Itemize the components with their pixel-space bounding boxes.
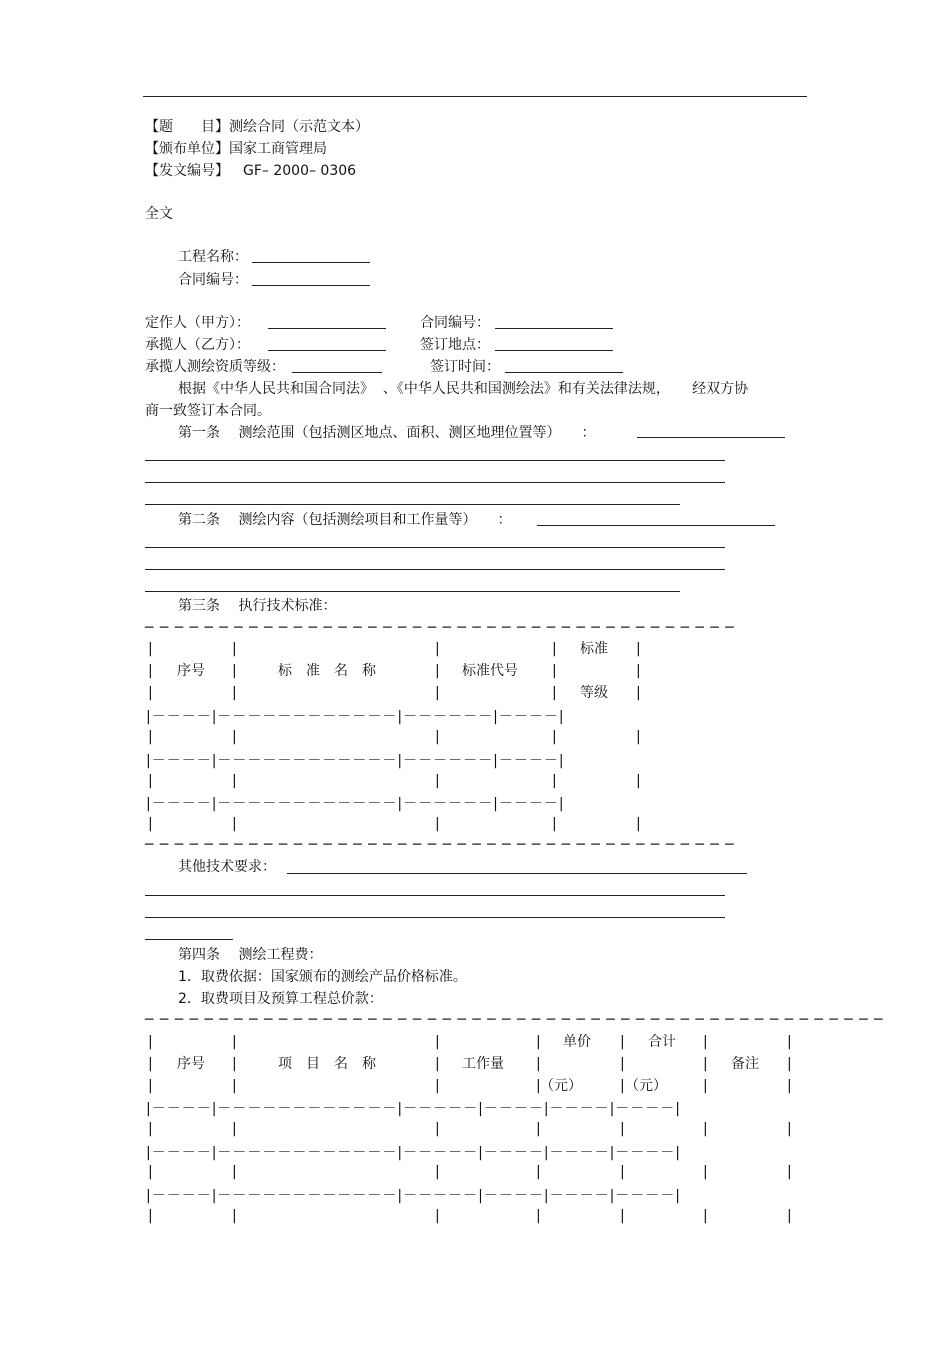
table2-col-note: 备注: [731, 1056, 759, 1072]
preamble-line1: 根据《中华人民共和国合同法》 、《中华人民共和国测绘法》和有关法律法规， 经双方协: [178, 381, 749, 397]
sign-time-label: 签订时间：: [430, 359, 500, 375]
article1-heading: 第一条 测绘范围（包括测区地点、面积、测区地理位置等） ：: [178, 425, 596, 441]
doc-title: 【题 目】测绘合同（示范文本）: [145, 119, 369, 135]
contract-no2-label: 合同编号：: [420, 315, 490, 331]
article1-blank: [637, 437, 785, 438]
party-b-label: 承揽人（乙方）：: [145, 337, 250, 353]
article1-line3: [145, 504, 680, 505]
article1-line2: [145, 482, 725, 483]
table1-col-grade-top: 标准: [580, 641, 608, 657]
article2-heading: 第二条 测绘内容（包括测绘项目和工作量等） ：: [178, 512, 512, 528]
sign-place-blank: [495, 350, 613, 351]
table2-col-name: 项 目 名 称: [278, 1056, 376, 1072]
article2-line3: [145, 591, 680, 592]
table1-col-name: 标 准 名 称: [278, 663, 376, 679]
qualification-label: 承揽人测绘资质等级：: [145, 359, 285, 375]
preamble-line2: 商一致签订本合同。: [145, 403, 271, 419]
doc-number: GF– 2000– 0306: [243, 163, 357, 179]
table2-row-sep: |－－－－|－－－－－－－－－－－－|－－－－－|－－－－|－－－－|－－－－|: [146, 1101, 682, 1117]
contract-no-label: 合同编号：: [178, 272, 248, 288]
table2-row-sep: |－－－－|－－－－－－－－－－－－|－－－－－|－－－－|－－－－|－－－－|: [146, 1145, 682, 1161]
table2-col-qty: 工作量: [462, 1056, 504, 1072]
project-name-blank: [252, 262, 370, 263]
party-a-blank: [268, 328, 386, 329]
fee-basis: 1．取费依据：国家颁布的测绘产品价格标准。: [178, 969, 467, 985]
article1-line1: [145, 460, 725, 461]
party-b-blank: [268, 350, 386, 351]
other-req-line3: [145, 939, 233, 940]
other-req-line2: [145, 917, 725, 918]
other-req-blank: [287, 873, 747, 874]
sign-place-label: 签订地点：: [420, 337, 490, 353]
table2-col-price-bottom: （元）: [540, 1078, 582, 1094]
top-rule: [143, 96, 807, 97]
table1-row-sep: |－－－－|－－－－－－－－－－－－|－－－－－－|－－－－|: [146, 796, 565, 812]
contract-no2-blank: [495, 328, 613, 329]
table2-row-sep: |－－－－|－－－－－－－－－－－－|－－－－－|－－－－|－－－－|－－－－|: [146, 1188, 682, 1204]
article4-heading: 第四条 测绘工程费：: [178, 947, 323, 963]
sign-time-blank: [505, 372, 623, 373]
table1-col-no: 序号: [177, 663, 205, 679]
table2-col-total-bottom: （元）: [625, 1078, 667, 1094]
table1-bottom-border: ─ ─ ─ ─ ─ ─ ─ ─ ─ ─ ─ ─ ─ ─ ─ ─ ─ ─ ─ ─ ─ ─ ─ ─ ─ ─ ─ ─ ─ ─ ─ ─ ─ ─ ─ ─ ─ ─ ─ ─: [145, 837, 735, 853]
fulltext-label: 全文: [145, 206, 173, 222]
doc-number-label: 【发文编号】: [145, 163, 229, 179]
party-a-label: 定作人（甲方）：: [145, 315, 250, 331]
table1-top-border: ─ ─ ─ ─ ─ ─ ─ ─ ─ ─ ─ ─ ─ ─ ─ ─ ─ ─ ─ ─ ─ ─ ─ ─ ─ ─ ─ ─ ─ ─ ─ ─ ─ ─ ─ ─ ─ ─ ─ ─: [145, 620, 735, 636]
table2-col-price-top: 单价: [563, 1034, 591, 1050]
table1-row-sep: |－－－－|－－－－－－－－－－－－|－－－－－－|－－－－|: [146, 753, 565, 769]
table1-col-grade-bottom: 等级: [580, 685, 608, 701]
table1-col-code: 标准代号: [462, 663, 518, 679]
article2-blank: [537, 525, 775, 526]
table2-col-total-top: 合计: [648, 1034, 676, 1050]
table2-top-border: ─ ─ ─ ─ ─ ─ ─ ─ ─ ─ ─ ─ ─ ─ ─ ─ ─ ─ ─ ─ ─ ─ ─ ─ ─ ─ ─ ─ ─ ─ ─ ─ ─ ─ ─ ─ ─ ─ ─ ─ ─ ─ ─ ─ ─ ─ ─ ─ ─ ─: [145, 1012, 884, 1028]
article2-line2: [145, 569, 725, 570]
qualification-blank: [292, 372, 382, 373]
other-req-label: 其他技术要求：: [178, 859, 276, 875]
fee-items: 2．取费项目及预算工程总价款：: [178, 991, 383, 1007]
document-page: 【题 目】测绘合同（示范文本） 【颁布单位】国家工商管理局 【发文编号】 GF– 2000– 0306 全文 工程名称： 合同编号： 定作人（甲方）： 合同编号： 承揽人（乙方）： 签订地点： 承揽人测绘资质等级： 签订时间： 根据《中华人民共和国合同法》 、《中华人民共和国测绘法》和有关法律法规， 经双方协 商一致签订本合同。 第一条 测绘范围（包括测区地点、面积、测区地理位置等） ： 第二条 测绘内容（包括测绘项目和工作量等） ： 第三条 执行技术标准： ─ ─ ─ ─ ─ ─ ─ ─ ─ ─ ─ ─ ─ ─ ─ ─ ─ ─ ─ ─ ─ ─ ─ ─ ─ ─ ─ ─ ─ ─ ─ ─ ─ ─ ─ ─ ─ ─ ─ ─ | | | | | | | | | | | | | | | 序号 标 准 名 称 标准代号 标准 等级 |－－－－|－－－－－－－－－－－－|－－－－－－|－－－－| | | | | | |－－－－|－－－－－－－－－－－－|－－－－－－|－－－－| | | | | | |－－－－|－－－－－－－－－－－－|－－－－－－|－－－－| | | | | | ─ ─ ─ ─ ─ ─ ─ ─ ─ ─ ─ ─ ─ ─ ─ ─ ─ ─ ─ ─ ─ ─ ─ ─ ─ ─ ─ ─ ─ ─ ─ ─ ─ ─ ─ ─ ─ ─ ─ ─ 其他技术要求： 第四条 测绘工程费： 1．取费依据：国家颁布的测绘产品价格标准。 2．取费项目及预算工程总价款： ─ ─ ─ ─ ─ ─ ─ ─ ─ ─ ─ ─ ─ ─ ─ ─ ─ ─ ─ ─ ─ ─ ─ ─ ─ ─ ─ ─ ─ ─ ─ ─ ─ ─ ─ ─ ─ ─ ─ ─ ─ ─ ─ ─ ─ ─ ─ ─ ─ ─ | | | | | | | | | | | | | | | | | | | | | 序号 项 目 名 称 工作量 单价 （元） 合计 （元） 备注 |－－－－|－－－－－－－－－－－－|－－－－－|－－－－|－－－－|－－－－| | | | | | | | |－－－－|－－－－－－－－－－－－|－－－－－|－－－－|－－－－|－－－－| | | | | | | | |－－－－|－－－－－－－－－－－－|－－－－－|－－－－|－－－－|－－－－| | | | | | | |: [0, 0, 950, 1345]
table2-col-no: 序号: [177, 1056, 205, 1072]
article2-line1: [145, 547, 725, 548]
contract-no-blank: [252, 285, 370, 286]
issuer: 【颁布单位】国家工商管理局: [145, 141, 327, 157]
article3-heading: 第三条 执行技术标准：: [178, 598, 337, 614]
other-req-line1: [145, 895, 725, 896]
table1-row-sep: |－－－－|－－－－－－－－－－－－|－－－－－－|－－－－|: [146, 709, 565, 725]
project-name-label: 工程名称：: [178, 249, 248, 265]
